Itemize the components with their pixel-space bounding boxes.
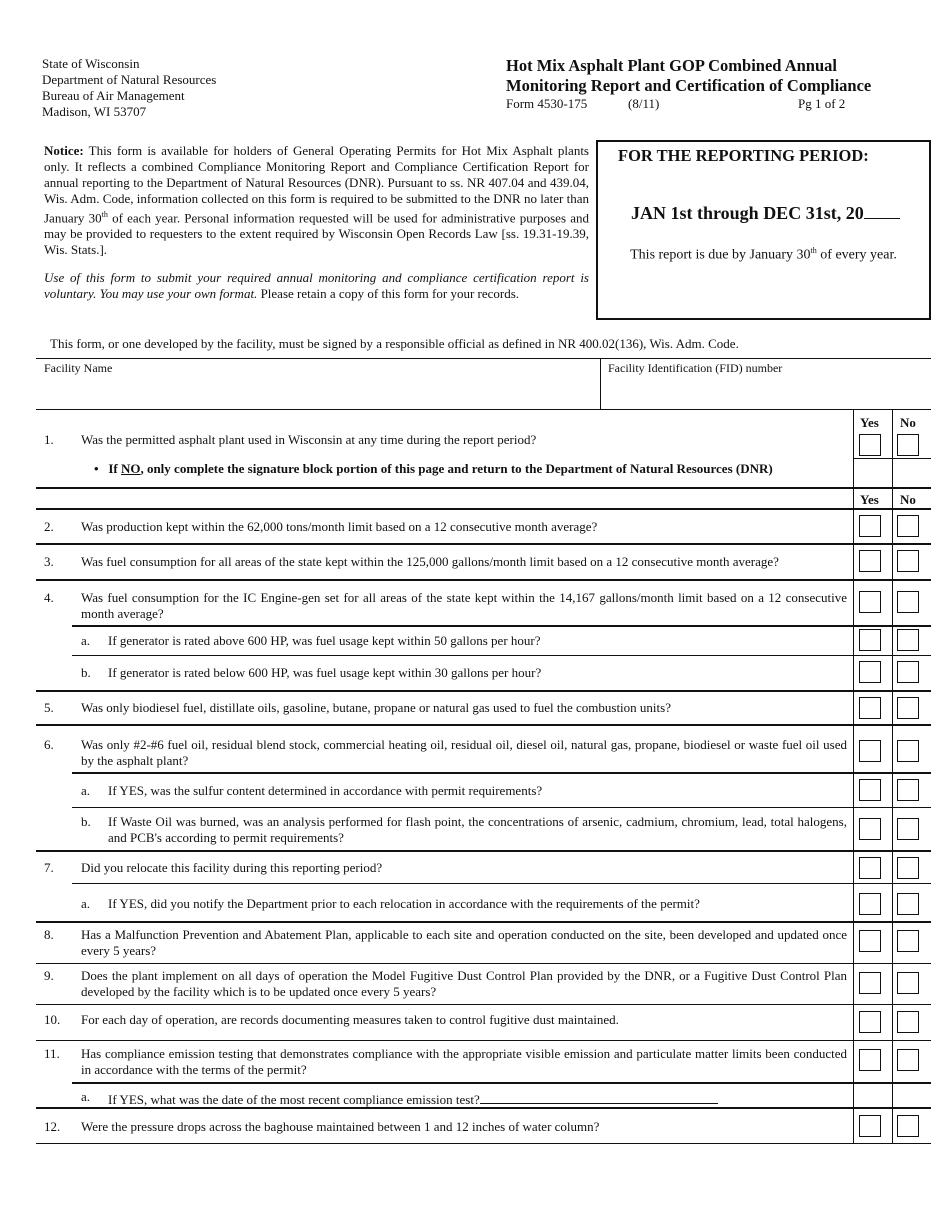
agency-line: State of Wisconsin [42,56,140,71]
q4b-yes-checkbox[interactable] [859,661,881,683]
q9-number: 9. [44,968,54,983]
q4-text: Was fuel consumption for the IC Engine-gen set for all areas of the state kept within the 14,167 gallons/month limit based on a 12 consecutive month average? [81,590,847,621]
q3-no-checkbox[interactable] [897,550,919,572]
q2-text: Was production kept within the 62,000 tons/month limit based on a 12 consecutive month average? [81,519,598,534]
q5-no-checkbox[interactable] [897,697,919,719]
q11a-line [108,1089,847,1108]
q5-yes-checkbox[interactable] [859,697,881,719]
q10-text: For each day of operation, are records documenting measures taken to control fugitive dust maintained. [81,1012,619,1027]
bullet-icon: • [94,461,99,476]
form-date: (8/11) [628,96,660,111]
agency-address [42,56,216,120]
title-line-1: Hot Mix Asphalt Plant GOP Combined Annual [506,56,837,75]
q7a-text: If YES, did you notify the Department prior to each relocation in accordance with the requirements of the permit? [108,896,700,911]
q2-number: 2. [44,519,54,534]
q7-text: Did you relocate this facility during this reporting period? [81,860,383,875]
due-sup: th [810,246,817,255]
q9-no-checkbox[interactable] [897,972,919,994]
due-text-a: This report is due by January 30 [630,247,811,263]
q11a-text: If YES, what was the date of the most recent compliance emission test? [108,1092,480,1107]
q3-text: Was fuel consumption for all areas of the state kept within the 125,000 gallons/month limit based on a 12 consecutive month average? [81,554,779,569]
q1-text: Was the permitted asphalt plant used in Wisconsin at any time during the report period? [81,432,537,447]
q10-number: 10. [44,1012,61,1027]
q6b-letter: b. [81,814,91,829]
q1-instruction-a: If [108,461,121,476]
q11-number: 11. [44,1046,60,1061]
q4b-no-checkbox[interactable] [897,661,919,683]
q12-number: 12. [44,1119,61,1134]
q3-yes-checkbox[interactable] [859,550,881,572]
agency-line: Bureau of Air Management [42,88,185,103]
q11-text: Has compliance emission testing that demonstrates compliance with the appropriate visible emission and particulate matter limits been conducted in accordance with the terms of the permit? [81,1046,847,1077]
q7-no-checkbox[interactable] [897,857,919,879]
notice-paragraph [44,143,589,258]
no-header: No [900,415,916,430]
q6a-text: If YES, was the sulfur content determined in accordance with permit requirements? [108,783,543,798]
notice-retain: Please retain a copy of this form for your records. [257,286,520,302]
yes-header-2: Yes [860,492,879,507]
yes-header: Yes [860,415,879,430]
q4b-text: If generator is rated below 600 HP, was fuel usage kept within 30 gallons per hour? [108,665,542,680]
q7a-letter: a. [81,896,91,911]
q11a-letter: a. [81,1089,91,1104]
period-range-text: JAN 1st through DEC 31st, 20 [631,203,864,223]
q4a-no-checkbox[interactable] [897,629,919,651]
q7a-yes-checkbox[interactable] [859,893,881,915]
q7-yes-checkbox[interactable] [859,857,881,879]
q4-number: 4. [44,590,54,605]
q11-no-checkbox[interactable] [897,1049,919,1071]
page-number: Pg 1 of 2 [798,96,846,111]
q6a-letter: a. [81,783,91,798]
q6-no-checkbox[interactable] [897,740,919,762]
title-line-2: Monitoring Report and Certification of Compliance [506,76,872,95]
q5-text: Was only biodiesel fuel, distillate oils, gasoline, butane, propane or natural gas used to fuel the combustion units? [81,700,671,715]
q12-yes-checkbox[interactable] [859,1115,881,1137]
form-title [506,56,871,96]
q6b-no-checkbox[interactable] [897,818,919,840]
q3-number: 3. [44,554,54,569]
reporting-period-heading: FOR THE REPORTING PERIOD: [618,146,869,165]
q8-no-checkbox[interactable] [897,930,919,952]
agency-line: Department of Natural Resources [42,72,217,87]
q1-instruction-no: NO [120,461,141,476]
q9-text: Does the plant implement on all days of operation the Model Fugitive Dust Control Plan provided by the DNR, or a Fugitive Dust Control Plan developed by the facility which is to be updated once every 5 years? [81,968,847,999]
q7-number: 7. [44,860,54,875]
q10-yes-checkbox[interactable] [859,1011,881,1033]
facility-name-label: Facility Name [44,361,113,375]
q1-number: 1. [44,432,54,447]
q11-yes-checkbox[interactable] [859,1049,881,1071]
q8-number: 8. [44,927,54,942]
q4a-letter: a. [81,633,91,648]
reporting-period-range [631,200,900,224]
notice-sup: th [101,210,108,219]
q4-no-checkbox[interactable] [897,591,919,613]
notice-text-b: of each year. Personal information requested will be used for administrative purposes and may be provided to requesters to the extent required by Wisconsin Open Records Law [ss. 19.31-19.39, Wis. Stats.]. [44,210,589,258]
q6b-yes-checkbox[interactable] [859,818,881,840]
notice-label: Notice: [44,143,84,158]
q2-yes-checkbox[interactable] [859,515,881,537]
q4b-letter: b. [81,665,91,680]
q6-text: Was only #2-#6 fuel oil, residual blend stock, commercial heating oil, residual oil, diesel oil, natural gas, propane, biodiesel or waste fuel oil used by the asphalt plant? [81,737,847,768]
q4-yes-checkbox[interactable] [859,591,881,613]
no-header-2: No [900,492,916,507]
agency-line: Madison, WI 53707 [42,104,147,119]
q6a-yes-checkbox[interactable] [859,779,881,801]
q1-instruction [94,461,773,477]
notice [44,143,589,314]
q1-no-checkbox[interactable] [897,434,919,456]
q12-text: Were the pressure drops across the baghouse maintained between 1 and 12 inches of water column? [81,1119,600,1134]
q4a-yes-checkbox[interactable] [859,629,881,651]
form-number-line [506,96,866,112]
fid-field[interactable] [608,378,926,406]
test-date-field[interactable] [480,1089,718,1104]
reporting-period-box [596,140,931,320]
q5-number: 5. [44,700,54,715]
reporting-due-note [598,246,929,264]
q8-text: Has a Malfunction Prevention and Abatement Plan, applicable to each site and operation conducted on the site, been developed and updated once every 5 years? [81,927,847,958]
due-text-b: of every year. [816,247,897,263]
q2-no-checkbox[interactable] [897,515,919,537]
facility-name-field[interactable] [44,378,594,406]
q1-yes-checkbox[interactable] [859,434,881,456]
q10-no-checkbox[interactable] [897,1011,919,1033]
q8-yes-checkbox[interactable] [859,930,881,952]
q4a-text: If generator is rated above 600 HP, was fuel usage kept within 50 gallons per hour? [108,633,541,648]
notice-italic: Use of this form to submit your required annual monitoring and compliance certification report is voluntary. You may use your own format. [44,270,589,302]
q12-no-checkbox[interactable] [897,1115,919,1137]
q1-instruction-b: , only complete the signature block portion of this page and return to the Department of Natural Resources (DNR) [140,461,773,476]
q6a-no-checkbox[interactable] [897,779,919,801]
signature-requirement-note: This form, or one developed by the facility, must be signed by a responsible official as defined in NR 400.02(136), Wis. Adm. Code. [50,336,739,351]
notice-text-a: This form is available for holders of General Operating Permits for Hot Mix Asphalt plants only. It reflects a combined Compliance Monitoring Report and Compliance Certification Report for annual reporting to the Department of Natural Resources (DNR). Pursuant to ss. NR 407.04 and 439.04, Wis. Adm. Code, information collected on this form is required to be submitted to the DNR no later than January 30 [44,143,589,226]
q7a-no-checkbox[interactable] [897,893,919,915]
notice-voluntary [44,270,589,302]
year-blank[interactable] [864,200,900,219]
q6-number: 6. [44,737,54,752]
fid-label: Facility Identification (FID) number [608,361,783,375]
q6b-text: If Waste Oil was burned, was an analysis performed for flash point, the concentrations of arsenic, cadmium, chromium, lead, total halogens, and PCB's according to permit requirements? [108,814,847,845]
form-number: Form 4530-175 [506,96,588,111]
q9-yes-checkbox[interactable] [859,972,881,994]
q6-yes-checkbox[interactable] [859,740,881,762]
